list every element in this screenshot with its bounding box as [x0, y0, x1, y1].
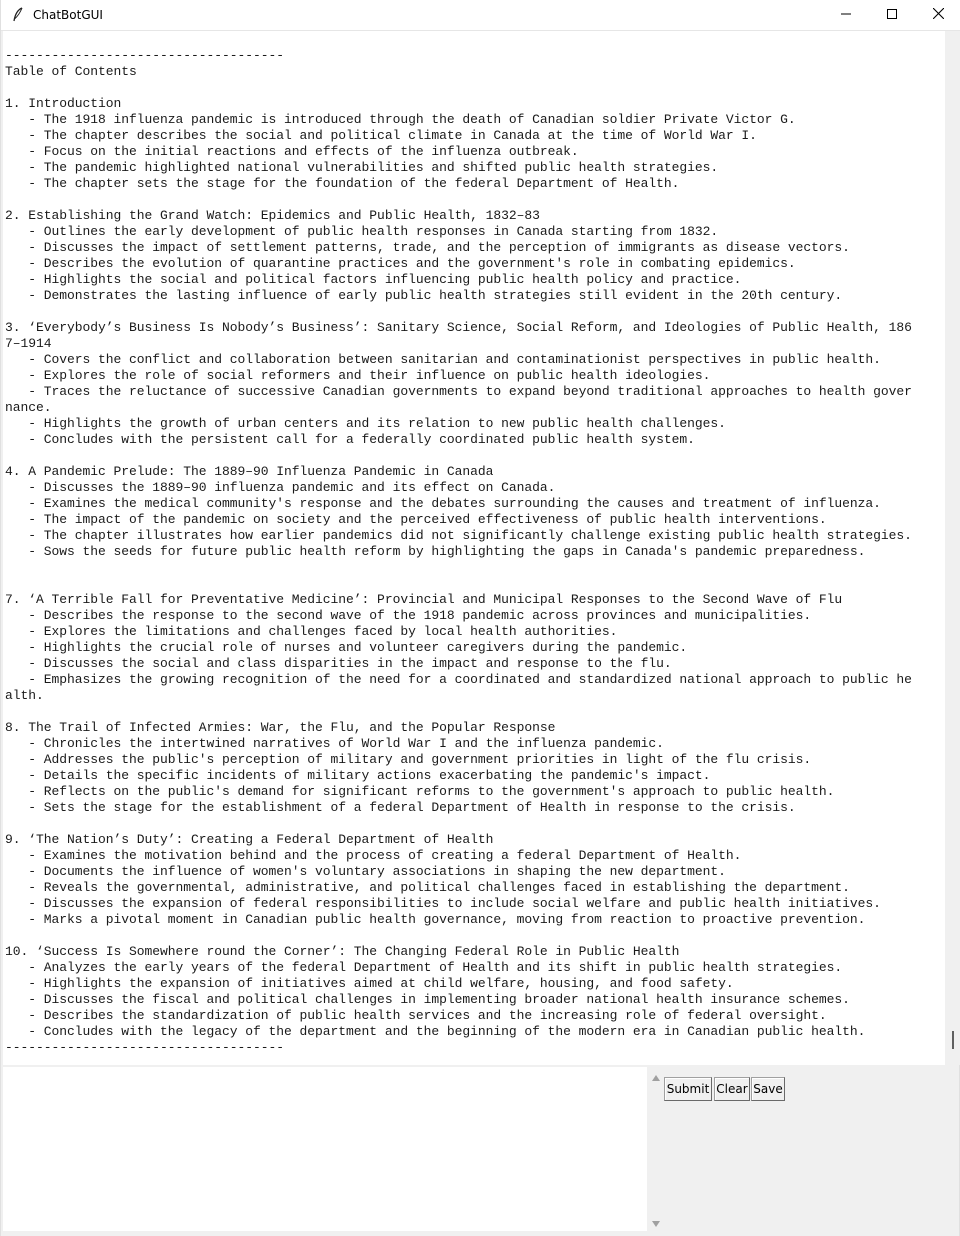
submit-button[interactable]: Submit — [664, 1077, 712, 1101]
output-line: - Sets the stage for the establishment of a federal Department of Health in response to the crisis. — [5, 800, 796, 815]
minimize-icon — [841, 6, 851, 24]
output-line: 10. ‘Success Is Somewhere round the Corner’: The Changing Federal Role in Public Health — [5, 944, 680, 959]
output-line: - Reflects on the public's demand for significant reforms to the government's approach to public health. — [5, 784, 835, 799]
output-line: 8. The Trail of Infected Armies: War, the Flu, and the Popular Response — [5, 720, 556, 735]
output-line: - The chapter describes the social and political climate in Canada at the time of World War I. — [5, 128, 757, 143]
output-line: - Analyzes the early years of the federal Department of Health and its shift in public health strategies. — [5, 960, 843, 975]
output-line: - Explores the limitations and challenges faced by local health authorities. — [5, 624, 618, 639]
output-line: - Highlights the expansion of initiatives aimed at child welfare, housing, and food safety. — [5, 976, 734, 991]
output-line: - The pandemic highlighted national vulnerabilities and shifted public health strategies. — [5, 160, 719, 175]
output-line: - Discusses the expansion of federal responsibilities to include social welfare and public health initiatives. — [5, 896, 881, 911]
output-line: - Discusses the 1889–90 influenza pandemic and its effect on Canada. — [5, 480, 556, 495]
output-scrollbar[interactable] — [949, 31, 960, 1065]
scroll-down-arrow-icon[interactable] — [651, 1216, 661, 1226]
output-line: 1. Introduction — [5, 96, 122, 111]
close-button[interactable] — [915, 0, 960, 30]
output-line: - Chronicles the intertwined narratives of World War I and the influenza pandemic. — [5, 736, 664, 751]
output-line: 9. ‘The Nation’s Duty’: Creating a Federal Department of Health — [5, 832, 494, 847]
save-button[interactable]: Save — [751, 1077, 785, 1101]
output-line: - Highlights the crucial role of nurses and volunteer caregivers during the pandemic. — [5, 640, 688, 655]
scroll-up-arrow-icon[interactable] — [651, 1070, 661, 1080]
minimize-button[interactable] — [823, 0, 869, 30]
output-line: - Details the specific incidents of military actions exacerbating the pandemic's impact. — [5, 768, 711, 783]
close-icon — [933, 6, 944, 24]
output-line: 3. ‘Everybody’s Business Is Nobody’s Business’: Sanitary Science, Social Reform, and Ideologies of Public Health, 186 — [5, 320, 912, 335]
output-line: 4. A Pandemic Prelude: The 1889–90 Influenza Pandemic in Canada — [5, 464, 494, 479]
output-line: - Describes the response to the second wave of the 1918 pandemic across provinces and municipalities. — [5, 608, 812, 623]
output-line: Table of Contents — [5, 64, 137, 79]
chat-output-text — [5, 48, 912, 1056]
output-line: ------------------------------------ — [5, 48, 285, 63]
window-title: ChatBotGUI — [33, 8, 103, 22]
output-line: - Describes the evolution of quarantine practices and the government's role in combating epidemics. — [5, 256, 796, 271]
title-bar[interactable] — [1, 0, 960, 31]
output-line: ------------------------------------ — [5, 1040, 285, 1055]
input-scrollbar[interactable] — [649, 1067, 663, 1231]
output-line: - Sows the seeds for future public health reform by highlighting the gaps in Canada's pandemic preparedness. — [5, 544, 866, 559]
output-line: - The 1918 influenza pandemic is introduced through the death of Canadian soldier Private Victor G. — [5, 112, 796, 127]
output-line: - Describes the standardization of public health services and the increasing role of federal oversight. — [5, 1008, 827, 1023]
output-line: - Discusses the impact of settlement patterns, trade, and the perception of immigrants as disease vectors. — [5, 240, 850, 255]
output-line: - Examines the motivation behind and the process of creating a federal Department of Health. — [5, 848, 742, 863]
clear-button[interactable]: Clear — [714, 1077, 750, 1101]
output-line: - Explores the role of social reformers and their influence on public health ideologies. — [5, 368, 711, 383]
message-input[interactable] — [3, 1067, 647, 1231]
output-line: - The impact of the pandemic on society and the perceived effectiveness of public health interventions. — [5, 512, 827, 527]
output-line: - The chapter sets the stage for the foundation of the federal Department of Health. — [5, 176, 680, 191]
output-line: - Emphasizes the growing recognition of the need for a coordinated and standardized national approach to public he — [5, 672, 912, 687]
output-line: - Highlights the social and political factors influencing public health policy and practice. — [5, 272, 742, 287]
output-line: - Outlines the early development of public health responses in Canada starting from 1832. — [5, 224, 719, 239]
output-line: - Examines the medical community's response and the debates surrounding the causes and treatment of influenza. — [5, 496, 881, 511]
feather-icon — [11, 7, 25, 23]
output-line: 7. ‘A Terrible Fall for Preventative Medicine’: Provincial and Municipal Responses to the Second Wave of Flu — [5, 592, 843, 607]
output-line: - Addresses the public's perception of military and government priorities in light of the flu crisis. — [5, 752, 812, 767]
chat-output[interactable] — [3, 31, 945, 1065]
output-line: - Reveals the governmental, administrative, and political challenges faced in establishing the department. — [5, 880, 850, 895]
output-line: - Concludes with the legacy of the department and the beginning of the modern era in Canadian public health. — [5, 1024, 866, 1039]
output-line: 7–1914 — [5, 336, 52, 351]
output-line: - Highlights the growth of urban centers and its relation to new public health challenges. — [5, 416, 726, 431]
output-line: - Discusses the fiscal and political challenges in implementing broader national health insurance schemes. — [5, 992, 850, 1007]
output-line: 2. Establishing the Grand Watch: Epidemics and Public Health, 1832–83 — [5, 208, 540, 223]
output-line: - Discusses the social and class disparities in the impact and response to the flu. — [5, 656, 672, 671]
output-line: - Demonstrates the lasting influence of early public health strategies still evident in the 20th century. — [5, 288, 843, 303]
output-line: - Traces the reluctance of successive Canadian governments to expand beyond traditional approaches to health gover — [5, 384, 912, 399]
output-line: - Covers the conflict and collaboration between sanitarian and contaminationist perspectives in public health. — [5, 352, 881, 367]
maximize-button[interactable] — [869, 0, 915, 30]
output-line: nance. — [5, 400, 52, 415]
output-line: alth. — [5, 688, 44, 703]
maximize-icon — [887, 6, 897, 24]
output-line: - The chapter illustrates how earlier pandemics did not significantly challenge existing public health strategies. — [5, 528, 912, 543]
output-line: - Focus on the initial reactions and effects of the influenza outbreak. — [5, 144, 579, 159]
output-line: - Documents the influence of women's voluntary associations in shaping the new department. — [5, 864, 726, 879]
output-line: - Marks a pivotal moment in Canadian public health governance, moving from reaction to proactive prevention. — [5, 912, 866, 927]
output-line: - Concludes with the persistent call for a federally coordinated public health system. — [5, 432, 695, 447]
output-scrollbar-thumb[interactable] — [952, 1031, 954, 1049]
